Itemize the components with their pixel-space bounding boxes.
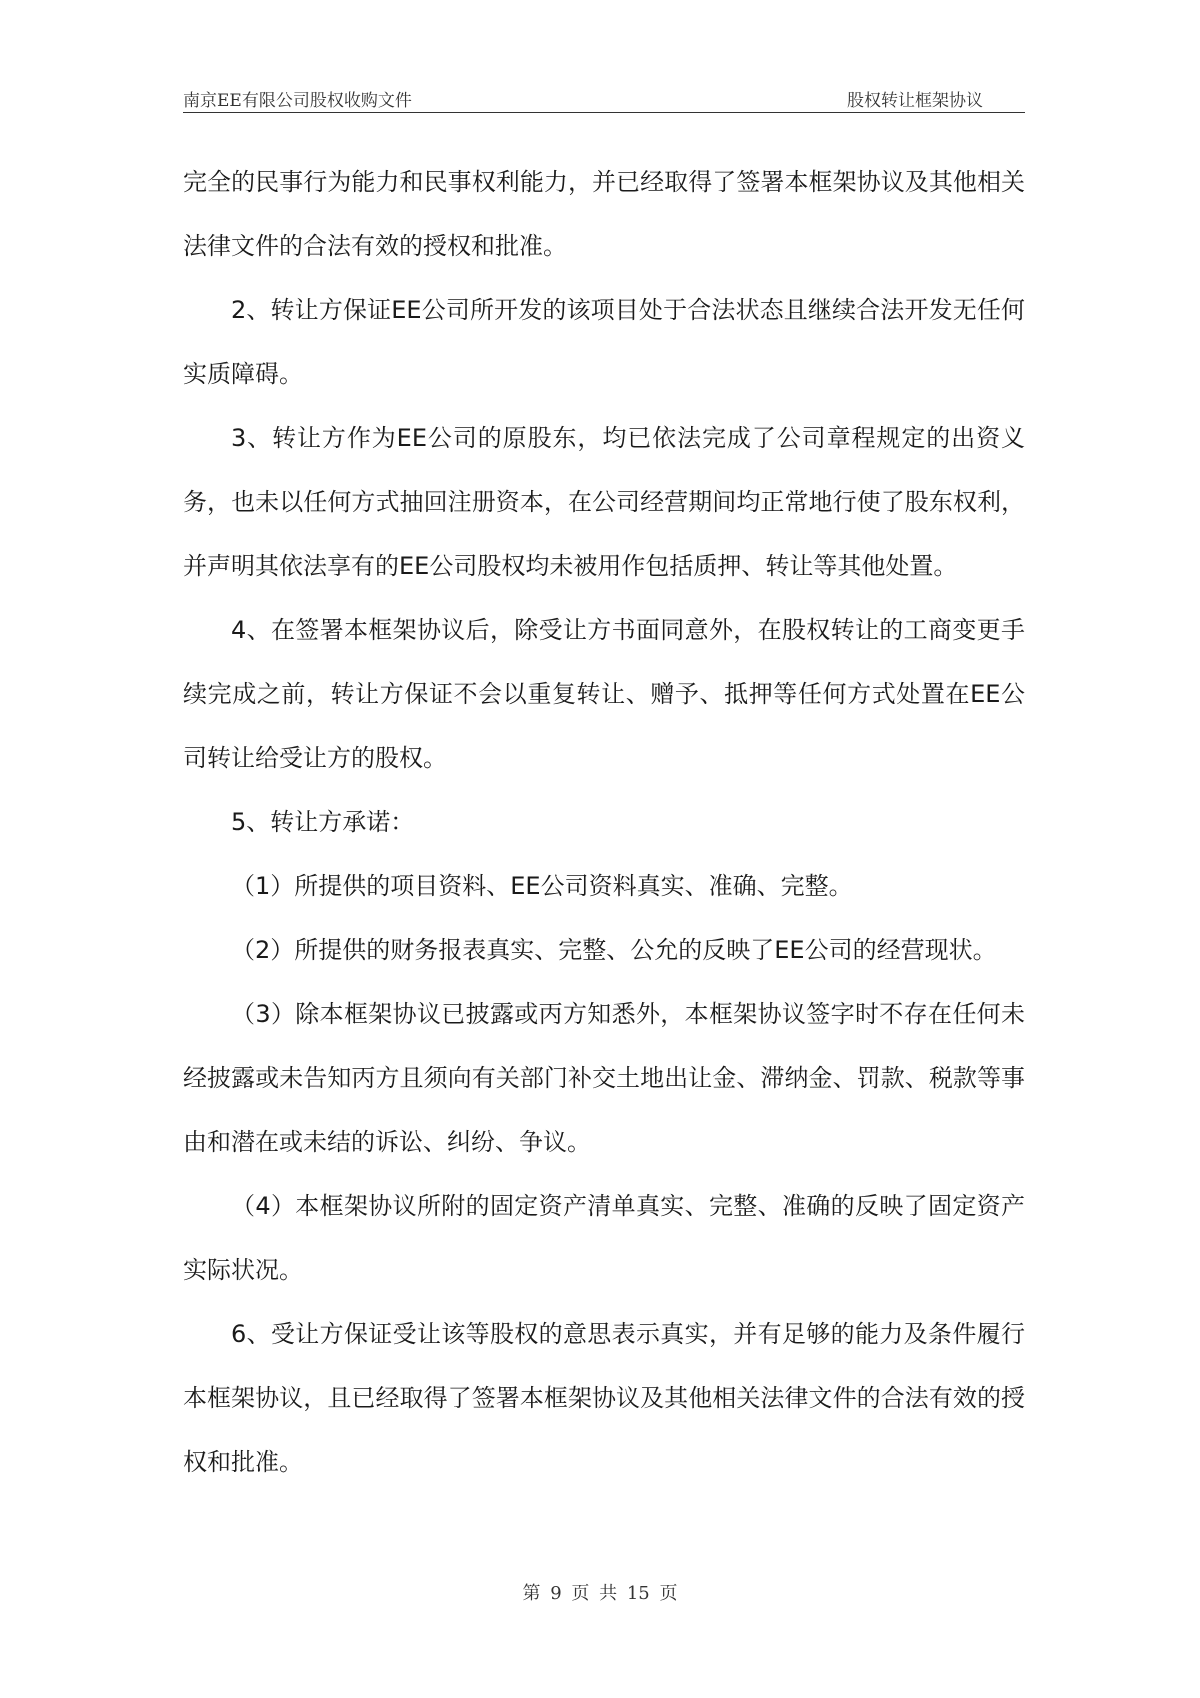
document-body bbox=[183, 150, 1025, 1494]
clause-5-item-4: （4）本框架协议所附的固定资产清单真实、完整、准确的反映了固定资产实际状况。 bbox=[183, 1192, 1025, 1284]
header-section-title: 股权转让框架协议 bbox=[847, 91, 983, 111]
clause-4: 4、在签署本框架协议后，除受让方书面同意外，在股权转让的工商变更手续完成之前，转让方保证不会以重复转让、赠予、抵押等任何方式处置在EE公司转让给受让方的股权。 bbox=[183, 616, 1025, 772]
clause-5-item-1: （1）所提供的项目资料、EE公司资料真实、准确、完整。 bbox=[231, 872, 853, 900]
page-number: 第 9 页 共 15 页 bbox=[522, 1583, 678, 1604]
paragraph-continuation: 完全的民事行为能力和民事权利能力，并已经取得了签署本框架协议及其他相关法律文件的合法有效的授权和批准。 bbox=[183, 168, 1025, 260]
clause-6: 6、受让方保证受让该等股权的意思表示真实，并有足够的能力及条件履行本框架协议，且已经取得了签署本框架协议及其他相关法律文件的合法有效的授权和批准。 bbox=[183, 1320, 1025, 1476]
clause-5-item-3: （3）除本框架协议已披露或丙方知悉外，本框架协议签字时不存在任何未经披露或未告知丙方且须向有关部门补交土地出让金、滞纳金、罚款、税款等事由和潜在或未结的诉讼、纠纷、争议。 bbox=[183, 1000, 1025, 1156]
header-document-title: 南京EE有限公司股权收购文件 bbox=[183, 91, 412, 111]
page-header bbox=[183, 84, 1025, 113]
clause-2: 2、转让方保证EE公司所开发的该项目处于合法状态且继续合法开发无任何实质障碍。 bbox=[183, 296, 1025, 388]
clause-5-item-2: （2）所提供的财务报表真实、完整、公允的反映了EE公司的经营现状。 bbox=[231, 936, 997, 964]
clause-5: 5、转让方承诺： bbox=[231, 808, 415, 836]
clause-3: 3、转让方作为EE公司的原股东，均已依法完成了公司章程规定的出资义务，也未以任何方式抽回注册资本，在公司经营期间均正常地行使了股东权利，并声明其依法享有的EE公司股权均未被用作包括质押、转让等其他处置。 bbox=[183, 424, 1025, 580]
